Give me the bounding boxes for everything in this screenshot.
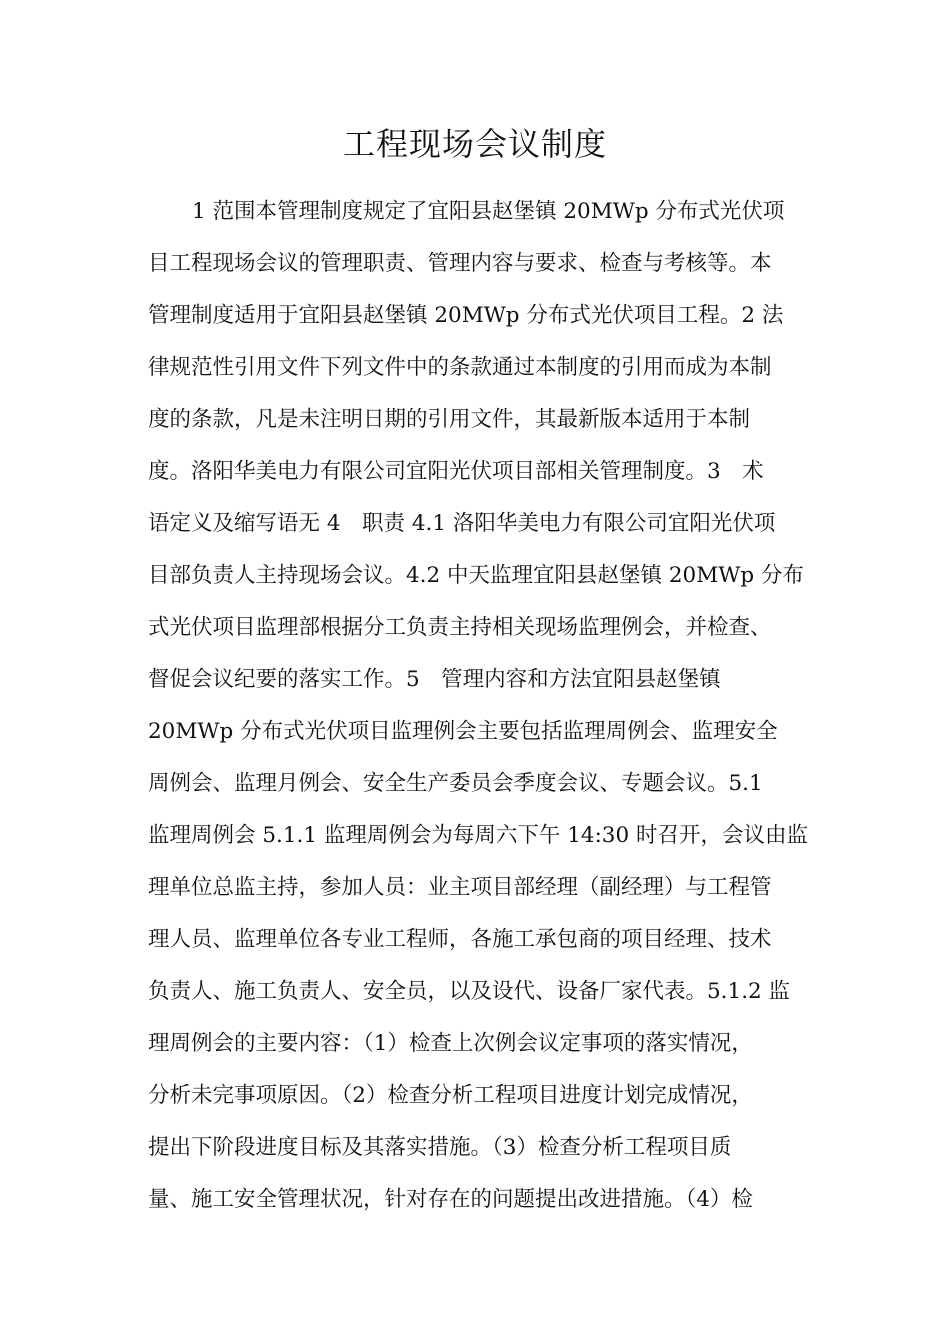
- document-body: [148, 186, 808, 1226]
- paragraph-line: 周例会、监理月例会、安全生产委员会季度会议、专题会议。5.1: [148, 771, 763, 796]
- paragraph-line: 1 范围本管理制度规定了宜阳县赵堡镇 20MWp 分布式光伏项: [192, 199, 785, 224]
- paragraph-line: 目工程现场会议的管理职责、管理内容与要求、检查与考核等。本: [148, 251, 772, 276]
- paragraph-line: 分析未完事项原因。（2）检查分析工程项目进度计划完成情况，: [148, 1083, 753, 1108]
- paragraph-line: 理单位总监主持，参加人员：业主项目部经理（副经理）与工程管: [148, 875, 772, 900]
- paragraph-line: 负责人、施工负责人、安全员，以及设代、设备厂家代表。5.1.2 监: [148, 979, 791, 1004]
- paragraph-line: 管理制度适用于宜阳县赵堡镇 20MWp 分布式光伏项目工程。2 法: [148, 303, 784, 328]
- paragraph-line: 度的条款，凡是未注明日期的引用文件，其最新版本适用于本制: [148, 407, 751, 432]
- paragraph-line: 督促会议纪要的落实工作。5 管理内容和方法宜阳县赵堡镇: [148, 667, 721, 692]
- paragraph-line: 语定义及缩写语无 4 职责 4.1 洛阳华美电力有限公司宜阳光伏项: [148, 511, 776, 536]
- document-title: 工程现场会议制度: [342, 125, 607, 163]
- paragraph-line: 目部负责人主持现场会议。4.2 中天监理宜阳县赵堡镇 20MWp 分布: [148, 563, 804, 588]
- paragraph-line: 提出下阶段进度目标及其落实措施。（3）检查分析工程项目质: [148, 1135, 732, 1160]
- paragraph-line: 律规范性引用文件下列文件中的条款通过本制度的引用而成为本制: [148, 355, 772, 380]
- paragraph-line: 20MWp 分布式光伏项目监理例会主要包括监理周例会、监理安全: [148, 719, 778, 744]
- paragraph-line: 度。洛阳华美电力有限公司宜阳光伏项目部相关管理制度。3 术: [148, 459, 764, 484]
- paragraph-line: 量、施工安全管理状况，针对存在的问题提出改进措施。（4）检: [148, 1187, 753, 1212]
- paragraph-line: 理周例会的主要内容：（1）检查上次例会议定事项的落实情况，: [148, 1031, 753, 1056]
- paragraph-line: 式光伏项目监理部根据分工负责主持相关现场监理例会，并检查、: [148, 615, 772, 640]
- paragraph-line: 理人员、监理单位各专业工程师，各施工承包商的项目经理、技术: [148, 927, 772, 952]
- paragraph-line: 监理周例会 5.1.1 监理周例会为每周六下午 14:30 时召开，会议由监: [148, 823, 808, 848]
